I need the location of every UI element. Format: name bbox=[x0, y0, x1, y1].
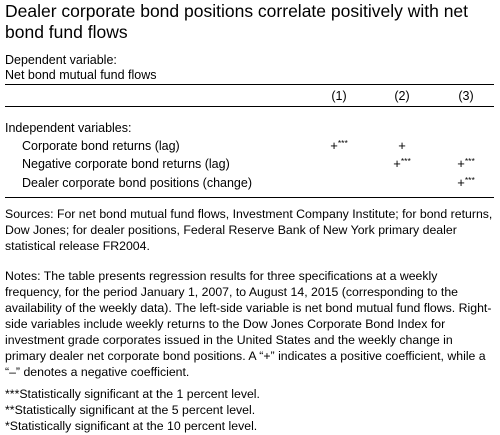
cell-r1-c1: +*** bbox=[330, 138, 348, 153]
column-header-3: (3) bbox=[458, 89, 474, 103]
page-title: Dealer corporate bond positions correlate positively with net bond fund flows bbox=[5, 1, 469, 42]
divider-header bbox=[5, 106, 494, 107]
column-header-1: (1) bbox=[331, 89, 347, 103]
notes-paragraph: Notes: The table presents regression results for three specifications at a weekly frequency, for the period January 1, 2007, to August 14, 2015 (corresponding to the availability of the weekly data). The left-side variable is net bond mutual fund flows. Right-side variables include weekly returns to the Dow Jones Corporate Bond Index for investment grade corporates issued in the United States and the weekly change in primary dealer net corporate bond positions. A “+” indicates a positive coefficient, while a “–” denotes a negative coefficient. bbox=[5, 269, 492, 379]
row-label-dealer-corporate-bond-positions: Dealer corporate bond positions (change) bbox=[22, 176, 252, 190]
dependent-variable-label: Dependent variable: bbox=[5, 53, 117, 67]
divider-bottom bbox=[5, 197, 494, 198]
row-label-corporate-bond-returns: Corporate bond returns (lag) bbox=[22, 139, 180, 153]
divider-top bbox=[5, 84, 494, 85]
significance-note-2: **Statistically significant at the 5 percent level. bbox=[5, 403, 256, 417]
cell-r2-c3: +*** bbox=[457, 156, 475, 171]
dependent-variable-name: Net bond mutual fund flows bbox=[5, 68, 157, 82]
significance-note-3: *Statistically significant at the 10 percent level. bbox=[5, 419, 258, 433]
sources-paragraph: Sources: For net bond mutual fund flows, Investment Company Institute; for bond returns, Dow Jones; for dealer positions, Federal Reserve Bank of New York primary dealer statistical release FR2004. bbox=[5, 207, 493, 253]
cell-r1-c2: + bbox=[398, 138, 406, 153]
cell-r3-c3: +*** bbox=[457, 175, 475, 190]
cell-r2-c2: +*** bbox=[393, 156, 411, 171]
independent-variables-label: Independent variables: bbox=[5, 121, 132, 135]
significance-note-1: ***Statistically significant at the 1 percent level. bbox=[5, 387, 260, 401]
column-header-2: (2) bbox=[394, 89, 410, 103]
row-label-negative-corporate-bond-returns: Negative corporate bond returns (lag) bbox=[22, 157, 230, 171]
